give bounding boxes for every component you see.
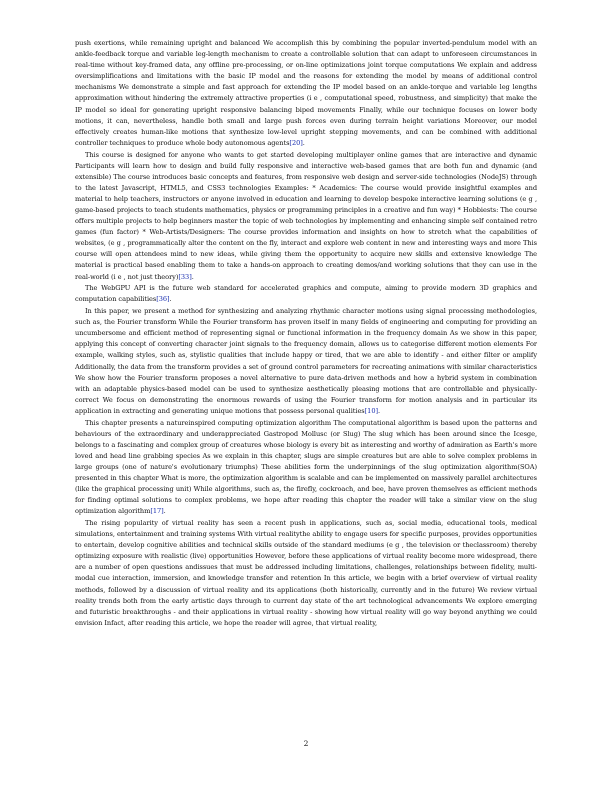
paragraph-end: . xyxy=(302,138,305,147)
paragraph-end: . xyxy=(163,507,166,516)
citation-link[interactable]: [36] xyxy=(156,295,170,304)
paragraph-text: This chapter presents a natureinspired computing optimization algorithm The computational algorithm is based upon the patterns and behaviours of the extraordinary and underappreciated Gastropod Mollusc (or Slug) The slug which has been around since the Icesge, belongs to a fascinating and complex group of creatures whose biology is every bit as interesting and worthy of admiration as Earth's more loved and head line grabbing species As we explain in this chapter, slugs are simple creatures but are able to solve complex problems in large groups (one of nature's evolutionary triumphs) These abilities form the underpinnings of the slug optimization algorithm(SOA) presented in this chapter What is more, the optimization algorithm is scalable and can be implemented on massively parallel architectures (like the graphical processing unit) While algorithms, such as, the firefly, cockroach, and bee, have proven themselves as efficient methods for finding optimal solutions to complex problems, we hope after reading this chapter the reader will take a similar view on the slug optimization algorithm xyxy=(75,418,537,516)
paragraph-fourier-motion xyxy=(75,306,537,417)
paragraph-webgpu xyxy=(75,283,537,305)
citation-link[interactable]: [10] xyxy=(364,406,378,415)
paragraph-text: The rising popularity of virtual reality has seen a recent push in applications, such as, social media, educational tools, medical simulations, entertainment and training systems With virtual realitythe ability to engage users for specific purposes, provides opportunities to entertain, develop cognitive abilities and technical skills outside of the standard mediums (e g , the television or theclassroom) thereby optimizing exposure with realistic (live) opportunities However, before these applications of virtual reality become more widespread, there are a number of open questions andissues that must be addressed including limitations, challenges, relationships between fidelity, multi-modal cue interaction, immersion, and knowledge transfer and retention In this article, we begin with a brief overview of virtual reality methods, followed by a discussion of virtual reality and its applications (both historically, currently and in the future) We review virtual reality trends both from the early artistic days through to current day state of the art technological advancements We explore emerging and futuristic breakthroughs - and their applications in virtual reality - showing how virtual reality will go way beyond anything we could envision Infact, after reading this article, we hope the reader will agree, that virtual reality, xyxy=(75,519,537,627)
paragraph-end: . xyxy=(169,295,172,304)
paragraph-virtual-reality xyxy=(75,518,537,629)
citation-link[interactable]: [33] xyxy=(178,272,192,281)
paragraph-text: The WebGPU API is the future web standard for accelerated graphics and compute, aiming to provide modern 3D graphics and computation capabilities xyxy=(75,284,537,304)
paragraph-text: This course is designed for anyone who wants to get started developing multiplayer online games that are interactive and dynamic Participants will learn how to design and build fully responsive and interactive web-based games that are both fun and dynamic (and extensible) The course introduces basic concepts and features, from responsive web design and server-side technologies (NodeJS) through to the latest Javascript, HTML5, and CSS3 technologies Examples: * Academics: The course would provide insightful examples and material to help teachers, instructors or anyone involved in education and learning to develop bespoke interactive learning solutions (e g , game-based projects to teach students mathematics, physics or programming principles in a creative and fun way) * Hobbiests: The course offers multiple projects to help beginners master the topic of web technologies by implementing and enhancing simple self contained retro games (fun factor) * Web-Artists/Designers: The course provides information and insights on how to stretch what the capabilities of websites, (e g , programmatically alter the content on the fly, interact and explore web content in new and interesting ways and more This course will open attendees mind to new ideas, while giving them the opportunity to acquire new skills and extensive knowledge The material is practical based enabling them to take a hands-on approach to creating demos/and working solutions that they can use in the real-world (i e , not just theory) xyxy=(75,150,537,281)
paragraph-text: push exertions, while remaining upright and balanced We accomplish this by combining the popular inverted-pendulum model with an ankle-feedback torque and variable leg-length mechanism to create a controllable solution that can adapt to unforeseen circumstances in real-time without key-framed data, any offline pre-processing, or on-line optimizations joint torque computations We explain and address oversimplifications and limitations with the basic IP model and the reasons for extending the model by means of additional control mechanisms We demonstrate a simple and fast approach for extending the IP model based on an ankle-torque and variable leg lengths approximation without hindering the extremely attractive properties (i e , computational speed, robustness, and simplicity) that make the IP model so ideal for generating upright responsive balancing biped movements Finally, while our technique focuses on lower body motions, it can, nevertheless, handle both small and large push forces even during terrain height variations Moreover, our model effectively creates human-like motions that synthesize low-level upright stepping movements, and can be combined with additional controller techniques to produce whole body autonomous agents xyxy=(75,39,537,147)
paragraph-web-games-course xyxy=(75,150,537,283)
citation-link[interactable]: [20] xyxy=(289,138,303,147)
page-body xyxy=(75,38,537,630)
paragraph-text: In this paper, we present a method for synthesizing and analyzing rhythmic character motions using signal processing methodologies, such as, the Fourier transform While the Fourier transform has proven itself in many fields of engineering and computing for providing an uncumbersome and efficient method of representing signal or functional information in the frequency domain As we show in this paper, applying this concept of converting character joint signals to the frequency domain, allows us to categorise different motion elements For example, walking styles, such as, stylistic qualities that include happy or tired, that we are able to identify - and either filter or amplify Additionally, the data from the transform provides a set of ground control parameters for recreating animations with similar characteristics We show how the Fourier transform proposes a novel alternative to pure data-driven methods and how a hybrid system in combination with an adaptable physics-based model can be used to synthesize aesthetically pleasing motions that are controllable and physically-correct We focus on demonstrating the enormous rewards of using the Fourier transform for motion analysis and in particular its application in extracting and generating unique motions that possess personal qualities xyxy=(75,307,537,415)
page-number: 2 xyxy=(303,739,309,748)
paragraph-end: . xyxy=(378,406,381,415)
paragraph-slug-optimization xyxy=(75,418,537,518)
paragraph-ip-model xyxy=(75,38,537,149)
citation-link[interactable]: [17] xyxy=(150,507,164,516)
paragraph-end: . xyxy=(191,272,194,281)
